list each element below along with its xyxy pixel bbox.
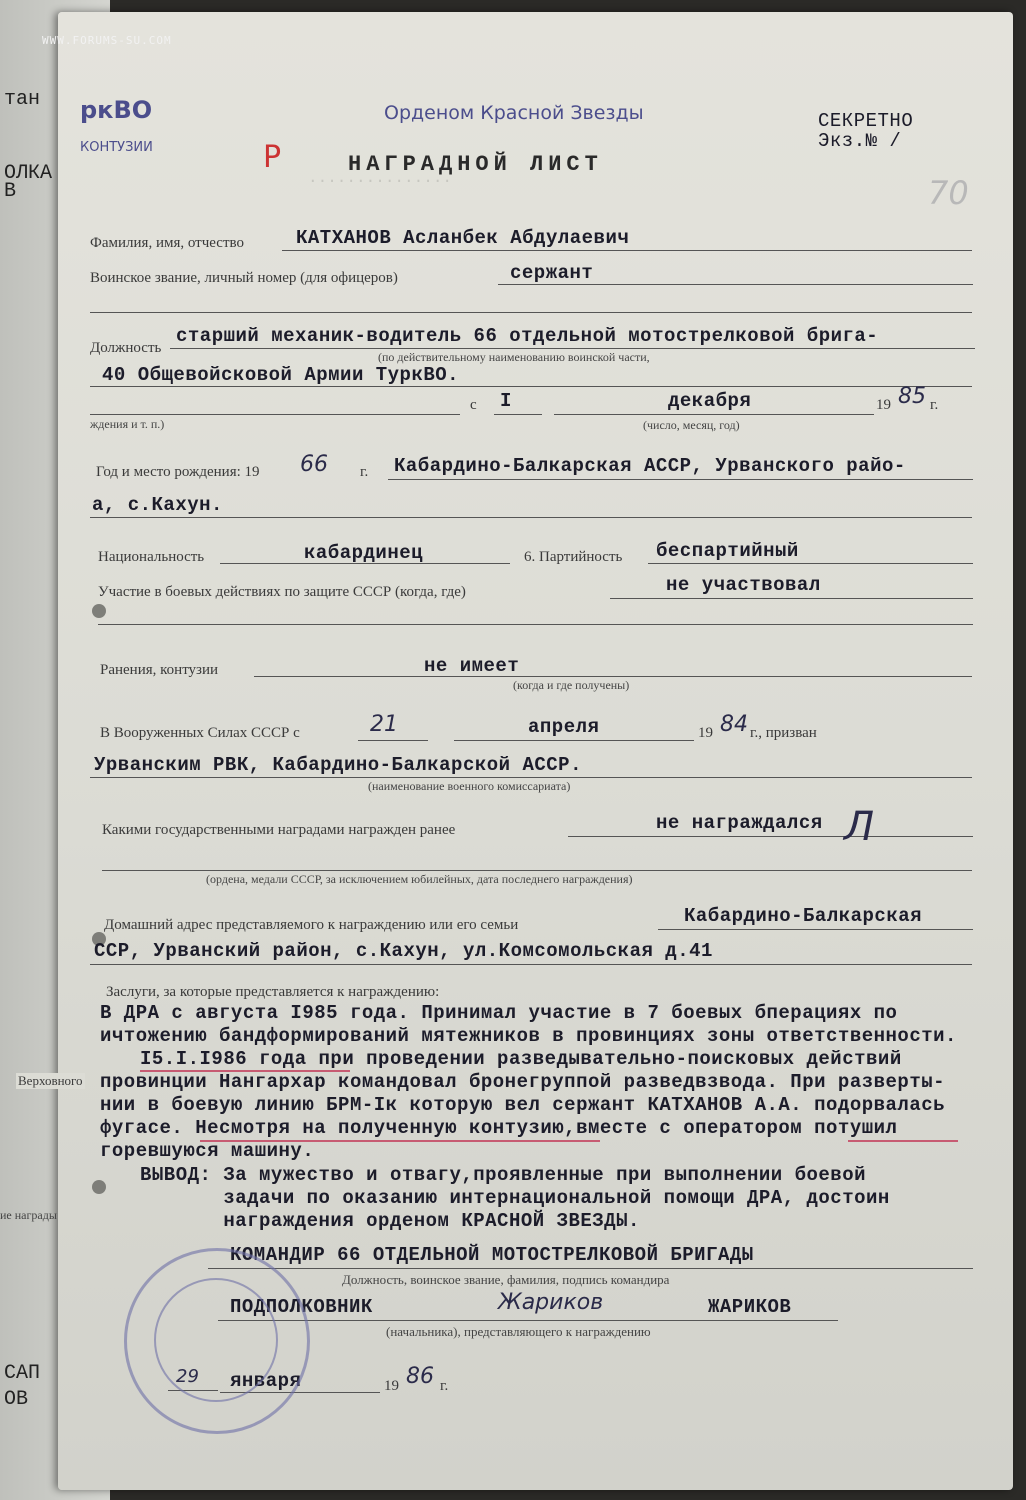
bleed-through: ··············· [308, 172, 453, 190]
post-line-2 [90, 386, 972, 387]
conclusion-line: ВЫВОД: За мужество и отвагу,проявленные при выполнении боевой [140, 1164, 867, 1186]
combat-line-2 [98, 624, 973, 625]
birth-place-1: Кабардино-Балкарская АССР, Урванского райо- [394, 455, 906, 477]
party-label: 6. Партийность [524, 549, 623, 565]
under-text: ОВ [4, 1388, 29, 1411]
combat-label: Участие в боевых действиях по защите СССР (когда, где) [98, 584, 466, 600]
army-year: 84 [720, 712, 748, 737]
post-value-2: 40 Общевойсковой Армии ТуркВО. [102, 364, 460, 386]
wounds-value: не имеет [424, 655, 520, 677]
army-day-line [358, 740, 428, 741]
address-value-2: ССР, Урванский район, с.Кахун, ул.Комсомольская д.41 [94, 940, 713, 962]
under-text: ОЛКА [4, 162, 53, 185]
secret-mark: СЕКРЕТНО [818, 110, 914, 132]
wounds-line [254, 676, 972, 677]
nat-line [220, 563, 510, 564]
under-text: В [4, 180, 17, 203]
red-underline [200, 1140, 600, 1142]
birth-line-2 [90, 517, 972, 518]
blank-line [90, 312, 972, 313]
rvk-hint: (наименование военного комиссариата) [368, 779, 571, 793]
commander-line-2 [218, 1320, 838, 1321]
commander-line [208, 1268, 973, 1269]
birth-label: Год и место рождения: 19 [96, 464, 260, 480]
punch-hole [92, 604, 106, 618]
fio-value: КАТХАНОВ Асланбек Абдулаевич [296, 227, 630, 249]
under-text: ие награды [0, 1208, 57, 1222]
rank-line [498, 284, 973, 285]
rvk-line [90, 777, 972, 778]
commander-hint-2: (начальника), представляющего к награждению [386, 1324, 651, 1339]
birth-line [388, 479, 973, 480]
merits-line: нии в боевую линию БРМ-Iк которую вел сержант КАТХАНОВ А.А. подорвалась [100, 1094, 946, 1116]
rvk-value: Урванским РВК, Кабардино-Балкарской АССР. [94, 754, 582, 776]
commander-title: КОМАНДИР 66 ОТДЕЛЬНОЙ МОТОСТРЕЛКОВОЙ БРИГАДЫ [230, 1244, 754, 1266]
copy-number: Экз.№ / [818, 130, 902, 152]
combat-line [610, 598, 973, 599]
merits-line: ичтожению бандформирований мятежников в провинциях зоны ответственности. [100, 1025, 957, 1047]
award-sheet [58, 12, 1013, 1490]
month-value: декабря [668, 390, 752, 412]
document-title: НАГРАДНОЙ ЛИСТ [348, 152, 603, 177]
post-value-1: старший механик-водитель 66 отдельной мотострелковой брига- [176, 325, 879, 347]
day-value: I [500, 390, 512, 412]
birth-place-2: а, с.Кахун. [92, 494, 223, 516]
post-line [170, 348, 975, 349]
prev-awards-label: Какими государственными наградами награжден ранее [102, 822, 456, 838]
commander-name: ЖАРИКОВ [708, 1296, 792, 1318]
red-mark: Р [263, 140, 282, 175]
year-prefix: 19 [384, 1378, 399, 1394]
address-label: Домашний адрес представляемого к награждению или его семьи [104, 917, 519, 933]
year-value: 85 [898, 384, 926, 409]
commander-hint: Должность, воинское звание, фамилия, подпись командира [342, 1272, 670, 1287]
prev-hint: ждения и т. п.) [90, 417, 165, 431]
award-stamp: Орденом Красной Звезды [384, 102, 644, 124]
day-line [494, 414, 542, 415]
birth-year: 66 [300, 452, 328, 477]
kontuzii-stamp: КОНТУЗИИ [80, 140, 153, 155]
under-text: Верховного [18, 1073, 83, 1088]
army-day: 21 [370, 712, 398, 737]
punch-hole [92, 1180, 106, 1194]
sign-day: 29 [176, 1366, 199, 1387]
merits-line: фугасе. Несмотря на полученную контузию,вместе с оператором потушил [100, 1117, 898, 1139]
called-label: г., призван [750, 725, 817, 741]
fio-label: Фамилия, имя, отчество [90, 235, 244, 251]
red-underline [140, 1070, 350, 1072]
g-label: г. [360, 464, 369, 480]
month-line [554, 414, 874, 415]
prev-awards-line [568, 836, 973, 837]
wounds-label: Ранения, контузии [100, 662, 219, 678]
nat-label: Национальность [98, 549, 205, 565]
wounds-hint: (когда и где получены) [513, 678, 630, 692]
g-label: г. [440, 1378, 449, 1394]
year-prefix: 19 [876, 397, 891, 413]
post-hint: (по действительному наименованию воинской части, [378, 350, 650, 364]
rank-value: сержант [510, 262, 594, 284]
round-seal-inner [154, 1278, 278, 1402]
merits-line: провинции Нангархар командовал бронегруппой разведвзвода. При разверты- [100, 1071, 946, 1093]
address-value-1: Кабардино-Балкарская [684, 905, 923, 927]
merits-line: I5.I.I986 года при проведении разведывательно-поисковых действий [140, 1048, 902, 1070]
prev-awards-line-2 [102, 870, 972, 871]
party-value: беспартийный [656, 540, 799, 562]
party-line [648, 563, 973, 564]
army-label: В Вооруженных Силах СССР с [100, 725, 300, 741]
prev-awards-value: не награждался [656, 812, 823, 834]
conclusion-line: задачи по оказанию интернациональной помощи ДРА, достоин [140, 1187, 890, 1209]
conclusion-line: награждения орденом КРАСНОЙ ЗВЕЗДЫ. [140, 1210, 640, 1232]
s-label: с [470, 397, 477, 413]
nat-value: кабардинец [304, 542, 424, 564]
g-label: г. [930, 397, 939, 413]
district-stamp: ркВО [80, 96, 153, 124]
fio-line [282, 250, 972, 251]
sign-month: января [230, 1370, 302, 1392]
address-line-2 [90, 964, 972, 965]
address-line [658, 929, 973, 930]
blank-line [90, 414, 460, 415]
sheet-number: 70 [928, 174, 969, 212]
army-month-line [454, 740, 694, 741]
red-underline [848, 1140, 958, 1142]
commander-signature: Жариков [498, 1290, 604, 1315]
initial-signature: Л [844, 804, 875, 850]
post-label: Должность [90, 340, 162, 356]
commander-rank: ПОДПОЛКОВНИК [230, 1296, 373, 1318]
under-text: тан [4, 88, 41, 111]
sign-year: 86 [406, 1364, 434, 1389]
combat-value: не участвовал [666, 574, 821, 596]
merits-line: горевшуюся машину. [100, 1140, 315, 1162]
date-hint: (число, месяц, год) [643, 418, 740, 432]
under-text: CАП [4, 1362, 41, 1385]
rank-label: Воинское звание, личный номер (для офицеров) [90, 270, 398, 286]
army-month: апреля [528, 716, 600, 738]
merits-label: Заслуги, за которые представляется к награждению: [106, 984, 440, 1000]
watermark: WWW.FORUMS-SU.COM [42, 34, 172, 47]
merits-line: В ДРА с августа I985 года. Принимал участие в 7 боевых бперациях по [100, 1002, 898, 1024]
prev-awards-hint: (ордена, медали СССР, за исключением юбилейных, дата последнего награждения) [206, 872, 633, 886]
year-prefix: 19 [698, 725, 713, 741]
